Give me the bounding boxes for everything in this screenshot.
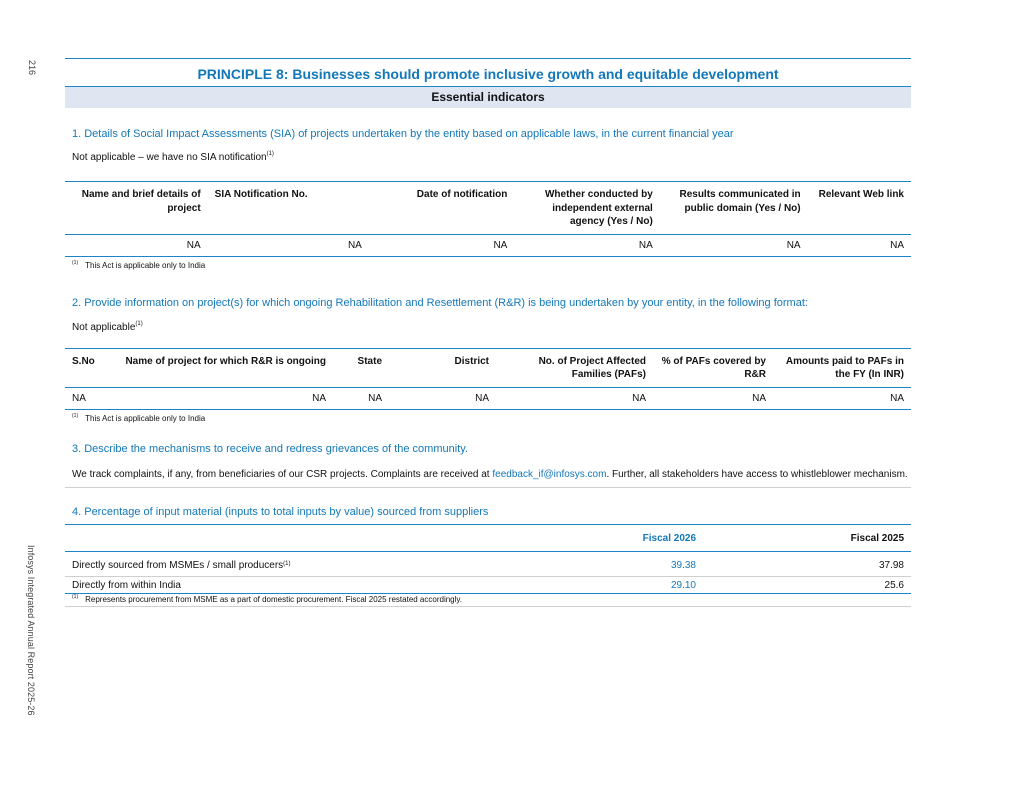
table-row [65, 387, 911, 409]
q2-header-cell: S.No [72, 355, 95, 367]
q4-footnote-mark: (1) [72, 594, 79, 600]
q1-note [65, 152, 911, 163]
q1-title: 1. Details of Social Impact Assessments (SIA) of projects undertaken by the entity based on applicable laws, in the current financial year [72, 128, 734, 140]
page-number: 216 [27, 60, 37, 76]
q1-footnote [65, 261, 911, 270]
q1-header-row [65, 182, 911, 235]
table-cell: NA [890, 239, 904, 251]
report-side-title: Infosys Integrated Annual Report 2025-26 [26, 545, 36, 716]
q2-footnote-text: This Act is applicable only to India [85, 413, 206, 423]
table-cell: NA [186, 239, 201, 251]
q2-table [65, 348, 911, 410]
table-row [65, 234, 911, 256]
q3-text-before: We track complaints, if any, from beneficiaries of our CSR projects. Complaints are received at [72, 468, 493, 480]
table-row [65, 577, 911, 594]
table-row [65, 552, 911, 577]
table-cell: NA [890, 392, 904, 404]
q3-text-after: . Further, all stakeholders have access to whistleblower mechanism. [606, 468, 908, 480]
q4-header-row [65, 524, 911, 552]
q1-footnote-text: This Act is applicable only to India [85, 260, 206, 270]
table-cell: NA [638, 239, 653, 251]
table-cell: NA [493, 239, 508, 251]
q1-note-text: Not applicable – we have no SIA notification [72, 152, 267, 163]
table-cell: 39.38 [670, 560, 696, 571]
table-cell: NA [72, 392, 86, 404]
page-content [65, 58, 911, 607]
table-cell: 29.10 [670, 580, 696, 591]
table-cell: NA [632, 392, 646, 404]
q2-header-cell: No. of Project Affected Families (PAFs) [538, 355, 646, 380]
table-cell: NA [786, 239, 801, 251]
q2-header-row [65, 348, 911, 387]
q1-header-cell: SIA Notification No. [214, 189, 308, 200]
q2-header-cell: % of PAFs covered by R&R [661, 355, 766, 380]
q2-note-text: Not applicable [72, 321, 136, 333]
q4-header-spacer [65, 524, 625, 552]
table-cell: NA [475, 392, 489, 404]
feedback-email-link[interactable]: feedback_if@infosys.com [492, 468, 607, 480]
table-cell: NA [347, 239, 362, 251]
table-cell: 25.6 [884, 580, 904, 591]
q4-footnote-text: Represents procurement from MSME as a part of domestic procurement. Fiscal 2025 restated accordingly. [85, 595, 463, 604]
q2-header-cell: State [357, 355, 382, 367]
row-label-text: Directly sourced from MSMEs / small producers [72, 560, 284, 571]
q3-text [65, 468, 911, 488]
q4-footnote [65, 594, 911, 607]
section-title: Essential indicators [65, 87, 911, 108]
q1-header-cell: Whether conducted by independent external agency (Yes / No) [544, 189, 653, 227]
row-label-text: Directly from within India [72, 580, 181, 591]
q2-header-cell: Amounts paid to PAFs in the FY (In INR) [785, 355, 904, 380]
q2-footnote [65, 414, 911, 423]
q2-footnote-mark: (1) [72, 412, 79, 419]
row-label-sup: (1) [283, 561, 291, 567]
q1-header-cell: Name and brief details of project [81, 189, 201, 214]
q4-header-fiscal-2026: Fiscal 2026 [642, 532, 696, 544]
q2-note [65, 322, 911, 333]
q1-header-cell: Relevant Web link [818, 189, 904, 200]
row-label [65, 577, 625, 594]
row-label [65, 552, 625, 577]
q1-header-cell: Date of notification [416, 189, 508, 200]
table-cell: NA [312, 392, 326, 404]
table-cell: 37.98 [878, 560, 904, 571]
table-cell: NA [368, 392, 382, 404]
q2-note-sup: (1) [135, 320, 143, 327]
q1-footnote-mark: (1) [72, 259, 79, 266]
q2-header-cell: Name of project for which R&R is ongoing [125, 355, 326, 367]
q4-title: 4. Percentage of input material (inputs to total inputs by value) sourced from suppliers [72, 505, 489, 518]
q1-note-sup: (1) [266, 151, 274, 157]
q2-header-cell: District [454, 355, 489, 367]
principle-title: PRINCIPLE 8: Businesses should promote inclusive growth and equitable development [65, 58, 911, 87]
table-cell: NA [752, 392, 766, 404]
q1-header-cell: Results communicated in public domain (Yes / No) [679, 189, 801, 214]
q3-title: 3. Describe the mechanisms to receive and redress grievances of the community. [72, 442, 468, 455]
q4-table [65, 524, 911, 595]
q1-table [65, 181, 911, 257]
q2-title: 2. Provide information on project(s) for which ongoing Rehabilitation and Resettlement (R&R) is being undertaken by your entity, in the following format: [72, 296, 808, 309]
q4-header-fiscal-2025: Fiscal 2025 [850, 532, 904, 544]
